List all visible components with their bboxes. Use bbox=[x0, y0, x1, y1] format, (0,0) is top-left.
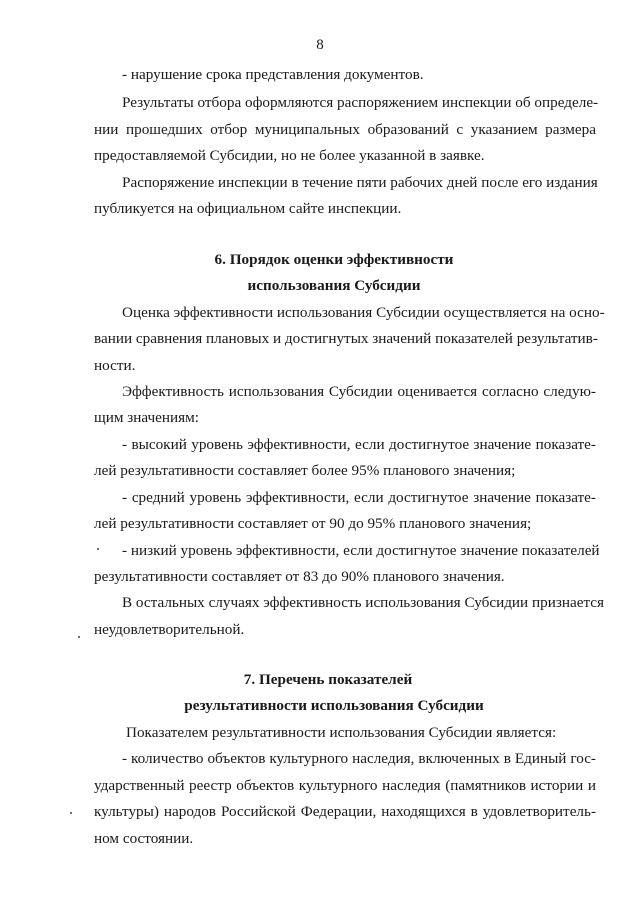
page-number: 8 bbox=[316, 37, 324, 53]
text-line: В остальных случаях эффективность использования Субсидии признается bbox=[122, 594, 604, 611]
text-line: культуры) народов Российской Федерации, находящихся в удовлетворитель- bbox=[94, 803, 596, 820]
text-line: Распоряжение инспекции в течение пяти рабочих дней после его издания bbox=[122, 174, 598, 191]
text-line: - количество объектов культурного наследия, включенных в Единый гос- bbox=[122, 750, 596, 767]
text-line: неудовлетворительной. bbox=[94, 621, 245, 638]
text-line: ударственный реестр объектов культурного наследия (памятников истории и bbox=[94, 777, 596, 794]
section-heading: результативности использования Субсидии bbox=[184, 697, 484, 714]
text-line: результативности составляет от 83 до 90% планового значения. bbox=[94, 568, 505, 585]
text-line: ном состоянии. bbox=[94, 830, 194, 847]
scan-speck bbox=[97, 548, 99, 550]
text-line: вании сравнения плановых и достигнутых значений показателей результатив- bbox=[94, 330, 598, 347]
section-heading: 6. Порядок оценки эффективности bbox=[214, 251, 454, 268]
text-line: - нарушение срока представления документов. bbox=[122, 66, 424, 83]
text-line: - высокий уровень эффективности, если достигнутое значение показате- bbox=[122, 436, 596, 453]
text-line: нии прошедших отбор муниципальных образований с указанием размера bbox=[94, 121, 596, 138]
text-line: - низкий уровень эффективности, если достигнутое значение показателей bbox=[122, 542, 600, 559]
text-line: щим значениям: bbox=[94, 409, 199, 426]
text-line: ности. bbox=[94, 357, 136, 374]
text-line: публикуется на официальном сайте инспекции. bbox=[94, 200, 402, 217]
text-line: Эффективность использования Субсидии оценивается согласно следую- bbox=[122, 383, 596, 400]
text-line: Показателем результативности использования Субсидии является: bbox=[126, 724, 557, 741]
scan-speck bbox=[70, 812, 72, 814]
text-line: лей результативности составляет более 95% планового значения; bbox=[94, 462, 516, 479]
text-line: - средний уровень эффективности, если достигнутое значение показате- bbox=[122, 489, 596, 506]
text-line: Результаты отбора оформляются распоряжением инспекции об определе- bbox=[122, 94, 599, 111]
section-heading: 7. Перечень показателей bbox=[243, 671, 413, 688]
text-line: предоставляемой Субсидии, но не более указанной в заявке. bbox=[94, 147, 485, 164]
text-line: Оценка эффективности использования Субсидии осуществляется на осно- bbox=[122, 304, 605, 321]
section-heading: использования Субсидии bbox=[247, 277, 421, 294]
text-line: лей результативности составляет от 90 до 95% планового значения; bbox=[94, 515, 532, 532]
scan-speck bbox=[78, 636, 80, 638]
